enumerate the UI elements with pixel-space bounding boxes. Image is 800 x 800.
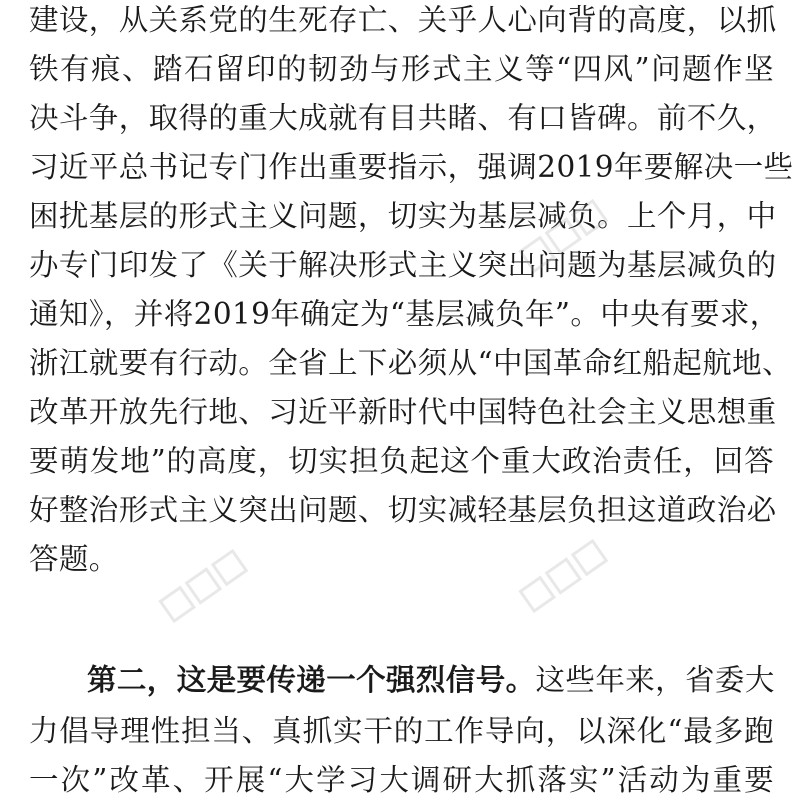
text-line: 答题。 bbox=[29, 542, 119, 576]
text-line: 通知》，并将2019年确定为“基层减负年”。中央有要求， bbox=[29, 297, 780, 331]
text-line: 决斗争，取得的重大成就有目共睹、有口皆碑。前不久， bbox=[29, 101, 777, 135]
paragraph2-first-line bbox=[87, 660, 774, 700]
paragraph2-lead-bold: 第二，这是要传递一个强烈信号。 bbox=[87, 663, 536, 697]
text-line: 改革开放先行地、习近平新时代中国特色社会主义思想重 bbox=[29, 395, 777, 429]
text-line: 办专门印发了《关于解决形式主义突出问题为基层减负的 bbox=[29, 248, 777, 282]
text-line: 好整治形式主义突出问题、切实减轻基层负担这道政治必 bbox=[29, 493, 777, 527]
text-line: 困扰基层的形式主义问题，切实为基层减负。上个月，中 bbox=[29, 199, 777, 233]
text-line: 要萌发地”的高度，切实担负起这个重大政治责任，回答 bbox=[29, 444, 774, 478]
text-line: 浙江就要有行动。全省上下必须从“中国革命红船起航地、 bbox=[29, 346, 792, 380]
text-line: 力倡导理性担当、真抓实干的工作导向，以深化“最多跑 bbox=[29, 714, 774, 748]
text-line: 一次”改革、开展“大学习大调研大抓落实”活动为重要 bbox=[29, 763, 774, 797]
paragraph2-lead-rest: 这些年来，省委大 bbox=[535, 663, 775, 697]
text-line: 建设，从关系党的生死存亡、关乎人心向背的高度，以抓 bbox=[29, 3, 777, 37]
text-line: 铁有痕、踏石留印的韧劲与形式主义等“四风”问题作坚 bbox=[29, 52, 774, 86]
text-line: 习近平总书记专门作出重要指示，强调2019年要解决一些 bbox=[29, 150, 794, 184]
